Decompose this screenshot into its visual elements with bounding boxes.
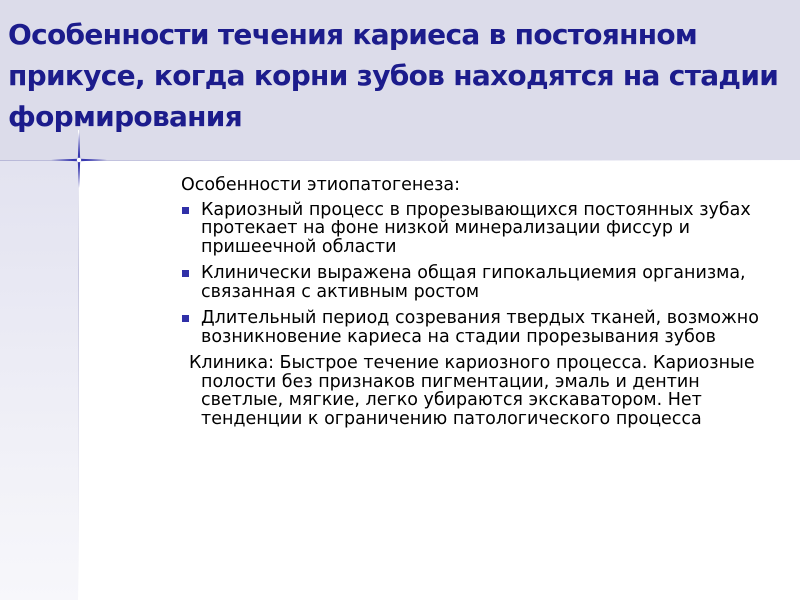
vertical-divider bbox=[78, 130, 79, 600]
slide-body bbox=[181, 176, 766, 428]
clinic-text: Клиника: Быстрое течение кариозного процесса. Кариозные полости без признаков пигментации, эмаль и дентин светлые, мягкие, легко убираются экскаватором. Нет тенденции к ограничению патологического процесса bbox=[189, 353, 755, 429]
slide-title: Особенности течения кариеса в постоянном прикусе, когда корни зубов находятся на стадии формирования bbox=[8, 18, 779, 133]
intro-text: Особенности этиопатогенеза: bbox=[181, 175, 461, 195]
square-bullet-icon bbox=[182, 315, 189, 322]
list-item-text: Длительный период созревания твердых тканей, возможно возникновение кариеса на стадии прорезывания зубов bbox=[201, 308, 759, 347]
bullet-list bbox=[181, 201, 766, 347]
square-bullet-icon bbox=[182, 207, 189, 214]
square-bullet-icon bbox=[182, 270, 189, 277]
star-sparkle-icon bbox=[51, 132, 107, 188]
list-item bbox=[181, 309, 766, 346]
list-item-text: Кариозный процесс в прорезывающихся постоянных зубах протекает на фоне низкой минерализации фиссур и пришеечной области bbox=[201, 199, 751, 257]
horizontal-divider bbox=[0, 160, 800, 161]
list-item bbox=[181, 201, 766, 257]
list-item-text: Клинически выражена общая гипокальциемия организма, связанная с активным ростом bbox=[201, 263, 746, 302]
list-item bbox=[181, 264, 766, 301]
